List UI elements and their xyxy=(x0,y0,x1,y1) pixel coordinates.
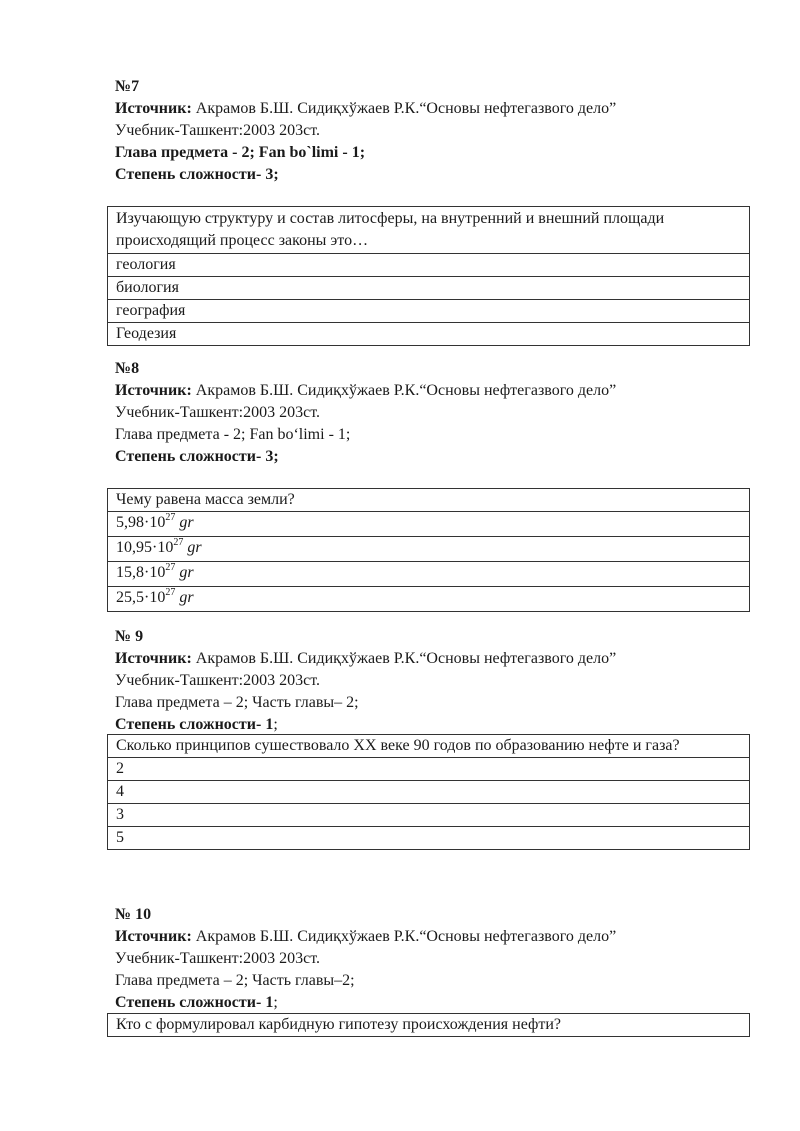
option-text: геология xyxy=(108,254,750,277)
question-header-10 xyxy=(115,904,755,1014)
option-unit: gr xyxy=(187,539,202,556)
difficulty-label: Степень сложности- 3; xyxy=(115,166,279,183)
option-text: 4 xyxy=(108,781,750,804)
question-table-10 xyxy=(107,1013,750,1037)
option-exponent: 27 xyxy=(165,511,176,523)
option-text: биология xyxy=(108,277,750,300)
question-row xyxy=(108,1014,750,1037)
source-line xyxy=(115,926,755,948)
source-text: Акрамов Б.Ш. Сидиқхўжаев Р.К.“Основы нефтегазвого дело” xyxy=(191,928,617,945)
question-table-9 xyxy=(107,734,750,850)
chapter-line: Глава предмета – 2; Часть главы–2; xyxy=(115,972,355,989)
textbook-line: Учебник-Ташкент:2003 203ст. xyxy=(115,950,321,967)
question-table-8 xyxy=(107,488,750,612)
textbook-line: Учебник-Ташкент:2003 203ст. xyxy=(115,672,321,689)
option-text: география xyxy=(108,300,750,323)
option-row xyxy=(108,827,750,850)
option-mantissa: 25,5·10 xyxy=(116,589,166,606)
option-text: Геодезия xyxy=(108,323,750,346)
question-row xyxy=(108,735,750,758)
option-text: 3 xyxy=(108,804,750,827)
difficulty-line xyxy=(115,714,755,736)
source-label: Источник: xyxy=(115,382,192,399)
difficulty-label: Степень сложности- 3; xyxy=(115,448,279,465)
question-table-7 xyxy=(107,206,750,346)
question-number: №7 xyxy=(115,78,140,95)
option-exponent: 27 xyxy=(173,536,184,548)
option-mantissa: 5,98·10 xyxy=(116,514,166,531)
textbook-line: Учебник-Ташкент:2003 203ст. xyxy=(115,122,321,139)
option-formula xyxy=(108,537,750,562)
option-row xyxy=(108,323,750,346)
difficulty-label: Степень сложности- 1 xyxy=(115,994,274,1011)
source-label: Источник: xyxy=(115,650,192,667)
option-formula xyxy=(108,587,750,612)
difficulty-line xyxy=(115,992,755,1014)
question-text: Сколько принципов сушествовало XX веке 90 годов по образованию нефте и газа? xyxy=(108,735,750,758)
difficulty-line xyxy=(115,446,755,468)
option-row xyxy=(108,758,750,781)
source-line xyxy=(115,98,755,120)
question-header-7 xyxy=(115,76,755,186)
option-row xyxy=(108,562,750,587)
question-row xyxy=(108,207,750,254)
option-unit: gr xyxy=(179,564,194,581)
question-number: № 10 xyxy=(115,906,152,923)
question-text: Изучающую структуру и состав литосферы, на внутренний и внешний площади происходящий процесс законы это… xyxy=(108,207,750,254)
option-formula xyxy=(108,562,750,587)
option-text: 5 xyxy=(108,827,750,850)
option-row xyxy=(108,277,750,300)
source-line xyxy=(115,380,755,402)
option-unit: gr xyxy=(179,514,194,531)
option-exponent: 27 xyxy=(165,586,176,598)
question-text: Кто с формулировал карбидную гипотезу происхождения нефти? xyxy=(108,1014,750,1037)
option-text: 2 xyxy=(108,758,750,781)
option-exponent: 27 xyxy=(165,561,176,573)
option-formula xyxy=(108,512,750,537)
option-mantissa: 10,95·10 xyxy=(116,539,174,556)
question-header-8 xyxy=(115,358,755,468)
chapter-line: Глава предмета - 2; Fan bo`limi - 1; xyxy=(115,144,366,161)
question-number: № 9 xyxy=(115,628,144,645)
source-text: Акрамов Б.Ш. Сидиқхўжаев Р.К.“Основы нефтегазвого дело” xyxy=(191,650,617,667)
difficulty-value: ; xyxy=(273,994,278,1011)
source-label: Источник: xyxy=(115,928,192,945)
option-row xyxy=(108,512,750,537)
option-mantissa: 15,8·10 xyxy=(116,564,166,581)
option-row xyxy=(108,804,750,827)
chapter-line: Глава предмета - 2; Fan boʻlimi - 1; xyxy=(115,426,351,443)
difficulty-label: Степень сложности- 1 xyxy=(115,716,274,733)
option-row xyxy=(108,254,750,277)
difficulty-line xyxy=(115,164,755,186)
chapter-line: Глава предмета – 2; Часть главы– 2; xyxy=(115,694,359,711)
source-label: Источник: xyxy=(115,100,192,117)
difficulty-value: ; xyxy=(273,716,278,733)
source-text: Акрамов Б.Ш. Сидиқхўжаев Р.К.“Основы нефтегазвого дело” xyxy=(191,382,617,399)
textbook-line: Учебник-Ташкент:2003 203ст. xyxy=(115,404,321,421)
question-text: Чему равена масса земли? xyxy=(108,489,750,512)
option-row xyxy=(108,537,750,562)
option-row xyxy=(108,587,750,612)
option-unit: gr xyxy=(179,589,194,606)
option-row xyxy=(108,781,750,804)
source-text: Акрамов Б.Ш. Сидиқхўжаев Р.К.“Основы нефтегазвого дело” xyxy=(191,100,617,117)
question-number: №8 xyxy=(115,360,140,377)
option-row xyxy=(108,300,750,323)
question-row xyxy=(108,489,750,512)
source-line xyxy=(115,648,755,670)
question-header-9 xyxy=(115,626,755,736)
